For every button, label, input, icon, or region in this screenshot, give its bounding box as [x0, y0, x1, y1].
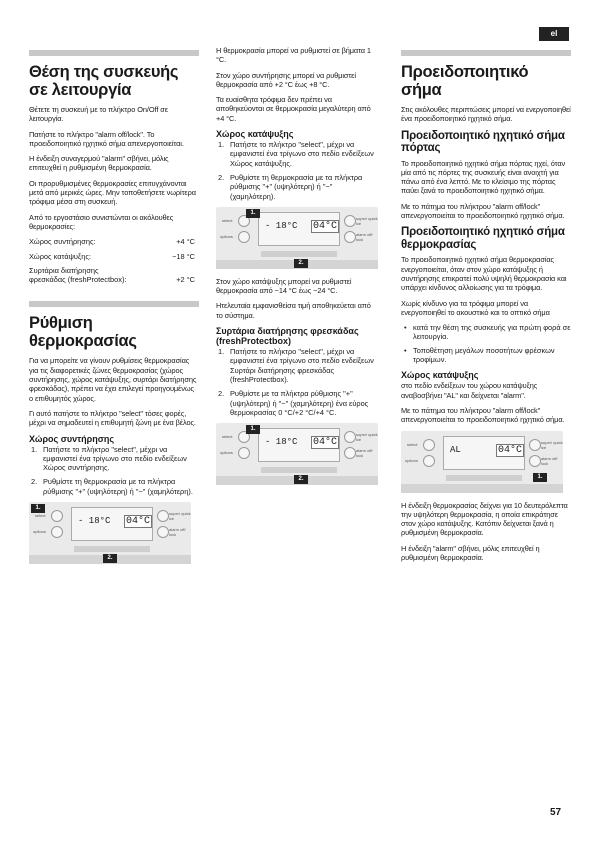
language-tag: el — [539, 27, 569, 41]
paragraph: Το προειδοποιητικό ηχητικό σήμα θερμοκρασίας ενεργοποιείται, όταν στον χώρο κατάψυξης ή συντήρησης επικρατεί πολύ υψηλή θερμοκρασία και υπάρχει κίνδυνος αλλοίωσης για τα τρόφιμα. — [401, 255, 567, 293]
step-text: Ρυθμίστε με τα πλήκτρα ρύθμισης "+" (υψηλότερη) ή "−" (χαμηλότερη) ένα εύρος θερμοκρασίας 0 °C/+2 °C/+4 °C. — [230, 389, 369, 417]
subsection-title-door-alarm: Προειδοποιητικό ηχητικό σήμα πόρτας — [401, 129, 565, 155]
step-text: Ρυθμίστε τη θερμοκρασία με τα πλήκτρα ρύθμισης "+" (υψηλότερη) ή "−" (χαμηλότερη). — [230, 172, 363, 201]
panel-label: super/ quick ice — [541, 439, 563, 450]
options-button-icon — [238, 447, 250, 459]
panel-label: select — [35, 513, 46, 519]
freezer-temp-readout: - 18°C — [78, 516, 111, 527]
temp-value: +4 °C — [176, 237, 195, 247]
recommended-temps-table — [29, 237, 195, 289]
step-text: Πατήστε το πλήκτρο "select", μέχρι να εμφανιστεί ένα τρίγωνο στο πεδίο ενδείξεων Χώρος κατάψυξης. — [230, 140, 374, 168]
super-button-icon — [157, 510, 169, 522]
arrow-step-2-icon: 2. — [294, 259, 308, 268]
subsection-title-freezer: Χώρος κατάψυξης — [216, 129, 294, 140]
paragraph: Στον χώρο συντήρησης μπορεί να ρυθμιστεί θερμοκρασία από +2 °C έως +8 °C. — [216, 70, 356, 89]
display-icon — [258, 212, 340, 246]
list-item: 1. Πατήστε το πλήκτρο "select", μέχρι να εμφανιστεί ένα τρίγωνο στο πεδίο ενδείξεων Χώρος κατάψυξης. — [218, 140, 374, 168]
paragraph: Θέτετε τη συσκευή με το πλήκτρο On/Off σε λειτουργία. — [29, 105, 168, 124]
list-item: 2. Ρυθμίστε τη θερμοκρασία με τα πλήκτρα ρύθμισης "+" (υψηλότερη) ή "−" (χαμηλότερη). — [31, 477, 193, 496]
subsection-title-freshprotect: Συρτάρια διατήρησης φρεσκάδας (freshProtectbox) — [216, 326, 359, 347]
paragraph: Πατήστε το πλήκτρο "alarm off/lock". Το προειδοποιητικό ηχητικό σήμα απενεργοποιείται. — [29, 129, 184, 148]
column-middle — [216, 46, 378, 493]
plus-minus-strip — [261, 467, 337, 473]
freezer-temp-readout: - 18°C — [265, 220, 298, 231]
display-icon — [258, 428, 340, 462]
control-panel-illustration — [401, 431, 563, 493]
panel-label: options — [405, 457, 418, 463]
panel-label: options — [220, 233, 233, 239]
panel-label: options — [220, 450, 233, 456]
section-divider — [29, 301, 199, 307]
paragraph: Οι προρυθμισμένες θερμοκρασίες επιτυγχάνονται μετά από μερικές ώρες. Μην τοποθετήσετε νωρίτερα τρόφιμα μέσα στη συσκευή. — [29, 178, 196, 207]
steps-list — [29, 445, 199, 496]
steps-list — [216, 347, 378, 417]
list-item: • κατά την θέση της συσκευής για πρώτη φορά σε λειτουργία. — [401, 323, 571, 342]
paragraph: Η ένδειξη θερμοκρασίας δείχνει για 10 δευτερόλεπτα την υψηλότερη θερμοκρασία, η οποία επικράτησε στον χώρο κατάψυξης. Κατόπιν δείχνεται ξανά η ρυθμισμένη θερμοκρασία. — [401, 500, 568, 538]
paragraph: Με το πάτημα του πλήκτρου "alarm off/lock" απενεργοποιείται το προειδοποιητικό ηχητικό σήμα. — [401, 201, 565, 221]
freezer-temp-readout: - 18°C — [265, 437, 298, 448]
display-icon — [443, 436, 525, 470]
freezer-alarm-readout: AL — [450, 444, 461, 455]
table-row — [29, 252, 195, 266]
plus-minus-strip — [261, 251, 337, 257]
paragraph: Το προειδοποιητικό ηχητικό σήμα πόρτας ηχεί, όταν μία από τις πόρτες της συσκευής είναι ανοιχτή για πάνω από ένα λεπτό. Με το κλείσιμο της πόρτας παύει ξανά το προειδοποιητικό ηχητικό σήμα. — [401, 158, 566, 196]
section-title-warning: Προειδοποιητικό σήμα — [401, 63, 529, 99]
panel-label: super/ quick ice — [356, 215, 378, 226]
list-item: 1. Πατήστε το πλήκτρο "select", μέχρι να εμφανιστεί ένα τρίγωνο στο πεδίο ενδείξεων Συρτάρι διατήρησης φρεσκάδας (freshProtectbox). — [218, 347, 374, 384]
alarm-button-icon — [344, 231, 356, 243]
subsection-title-fridge: Χώρος συντήρησης — [29, 433, 115, 444]
temp-value: −18 °C — [172, 251, 195, 261]
list-item: 2. Ρυθμίστε με τα πλήκτρα ρύθμισης "+" (υψηλότερη) ή "−" (χαμηλότερη) ένα εύρος θερμοκρασίας 0 °C/+2 °C/+4 °C. — [218, 389, 369, 417]
alarm-button-icon — [157, 526, 169, 538]
select-button-icon — [51, 510, 63, 522]
select-button-icon — [423, 439, 435, 451]
list-item: 2. Ρυθμίστε τη θερμοκρασία με τα πλήκτρα ρύθμισης "+" (υψηλότερη) ή "−" (χαμηλότερη). — [218, 172, 363, 201]
paragraph: Στον χώρο κατάψυξης μπορεί να ρυθμιστεί θερμοκρασία από −14 °C έως −24 °C. — [216, 276, 352, 296]
paragraph: Η ένδειξη συναγερμού "alarm" σβήνει, μόλις επιτευχθεί η ρυθμισμένη θερμοκρασία. — [29, 154, 169, 173]
panel-label: select — [407, 441, 418, 447]
arrow-step-2-icon: 2. — [103, 554, 117, 563]
temp-value: +2 °C — [176, 275, 195, 285]
super-button-icon — [344, 215, 356, 227]
display-icon — [71, 507, 153, 541]
paragraph: στο πεδίο ενδείξεων του χώρου κατάψυξης αναβοσβήνει "AL" και δείχνεται "alarm". — [401, 381, 538, 400]
panel-label: alarm off/ lock — [541, 455, 558, 466]
arrow-step-1-icon: 1. — [31, 504, 45, 513]
paragraph: Χωρίς κίνδυνο για τα τρόφιμα μπορεί να ενεργοποιηθεί το ακουστικό και το οπτικό σήμα — [401, 298, 550, 317]
panel-label: select — [222, 434, 233, 440]
table-row — [29, 237, 195, 251]
temp-label: Συρτάρια διατήρησης φρεσκάδας (freshProtectbox): — [29, 265, 127, 285]
paragraph: Με το πάτημα του πλήκτρου "alarm off/lock" απενεργοποιείται το προειδοποιητικό ηχητικό σήμα. — [401, 405, 565, 425]
plus-minus-strip — [74, 546, 150, 552]
paragraph: Γι αυτό πατήστε το πλήκτρο "select" τόσες φορές, μέχρι να σημαδευτεί η επιθυμητή ζώνη με ένα βέλος. — [29, 408, 196, 428]
super-button-icon — [529, 439, 541, 451]
temp-label: Χώρος συντήρησης: — [29, 237, 96, 247]
arrow-step-1-icon: 1. — [533, 473, 547, 482]
column-left — [29, 40, 199, 572]
panel-label: alarm off/ lock — [356, 231, 373, 242]
fridge-temp-readout: 04°C — [313, 220, 338, 232]
fridge-temp-readout: 04°C — [498, 444, 523, 456]
options-button-icon — [51, 526, 63, 538]
step-text: Πατήστε το πλήκτρο "select", μέχρι να εμφανιστεί ένα τρίγωνο στο πεδίο ενδείξεων Συρτάρι διατήρησης φρεσκάδας (freshProtectbox). — [230, 347, 374, 384]
section-title-switch-on: Θέση της συσκευής σε λειτουργία — [29, 63, 179, 99]
arrow-step-2-icon: 2. — [294, 475, 308, 484]
paragraph: Ητελευταία εμφανισθείσα τιμή αποθηκεύεται από το σύστημα. — [216, 301, 371, 320]
panel-label: super/ quick ice — [169, 511, 191, 522]
control-panel-illustration — [29, 502, 191, 564]
section-divider — [401, 50, 571, 56]
section-divider — [29, 50, 199, 56]
step-text: Πατήστε το πλήκτρο "select", μέχρι να εμφανιστεί ένα τρίγωνο στο πεδίο ενδείξεων Χώρος συντήρησης. — [43, 444, 187, 473]
paragraph: Στις ακόλουθες περιπτώσεις μπορεί να ενεργοποιηθεί ένα προειδοποιητικό ηχητικό σήμα. — [401, 105, 571, 124]
paragraph: Η ένδειξη "alarm" σβήνει, μόλις επιτευχθεί η ρυθμισμένη θερμοκρασία. — [401, 543, 540, 563]
paragraph: Τα ευαίσθητα τρόφιμα δεν πρέπει να αποθηκεύονται σε θερμοκρασία μεγαλύτερη από +4 °C. — [216, 95, 371, 123]
paragraph: Από το εργοστάσιο συνιστώνται οι ακόλουθες θερμοκρασίες: — [29, 212, 174, 231]
panel-bottom-bar — [401, 484, 563, 493]
paragraph: Η θερμοκρασία μπορεί να ρυθμιστεί σε βήματα 1 °C. — [216, 46, 371, 65]
temp-label: Χώρος κατάψυξης: — [29, 251, 91, 261]
arrow-step-1-icon: 1. — [246, 209, 260, 218]
page-number: 57 — [550, 807, 562, 818]
control-panel-illustration — [216, 207, 378, 269]
table-row — [29, 266, 195, 290]
panel-label: alarm off/ lock — [169, 527, 186, 538]
list-item: • Τοποθέτηση μεγάλων ποσοτήτων φρέσκων τροφίμων. — [401, 346, 571, 365]
fridge-temp-readout: 04°C — [126, 516, 151, 528]
options-button-icon — [423, 455, 435, 467]
step-text: Ρυθμίστε τη θερμοκρασία με τα πλήκτρα ρύθμισης "+" (υψηλότερη) ή "−" (χαμηλότερη). — [43, 477, 193, 496]
super-button-icon — [344, 431, 356, 443]
panel-label: options — [33, 529, 46, 535]
steps-list — [216, 140, 378, 201]
bullet-list — [401, 323, 571, 364]
subsection-title-temp-alarm: Προειδοποιητικό ηχητικό σήμα θερμοκρασίας — [401, 226, 565, 251]
alarm-button-icon — [529, 455, 541, 467]
plus-minus-strip — [446, 475, 522, 481]
list-item: 1. Πατήστε το πλήκτρο "select", μέχρι να εμφανιστεί ένα τρίγωνο στο πεδίο ενδείξεων Χώρος συντήρησης. — [31, 444, 187, 473]
panel-label: alarm off/ lock — [356, 448, 373, 459]
fridge-temp-readout: 04°C — [313, 437, 338, 449]
section-title-temperature-setting: Ρύθμιση θερμοκρασίας — [29, 314, 137, 351]
column-right — [401, 40, 571, 568]
options-button-icon — [238, 231, 250, 243]
panel-label: select — [222, 217, 233, 223]
control-panel-illustration — [216, 423, 378, 485]
alarm-button-icon — [344, 447, 356, 459]
arrow-step-1-icon: 1. — [246, 425, 260, 434]
panel-label: super/ quick ice — [356, 432, 378, 443]
paragraph: Για να μπορείτε να γίνουν ρυθμίσεις θερμοκρασίας για τις διαφορετικές ζώνες θερμοκρασίας (χώρος συντήρησης, χώρος κατάψυξης, συρτάρι διατήρησης φρεσκάδας), πρέπει να έχει επιλεγεί προηγουμένως ο επιθυμητός χώρος. — [29, 356, 197, 403]
subsection-title-freezer-alarm: Χώρος κατάψυξης — [401, 370, 479, 381]
